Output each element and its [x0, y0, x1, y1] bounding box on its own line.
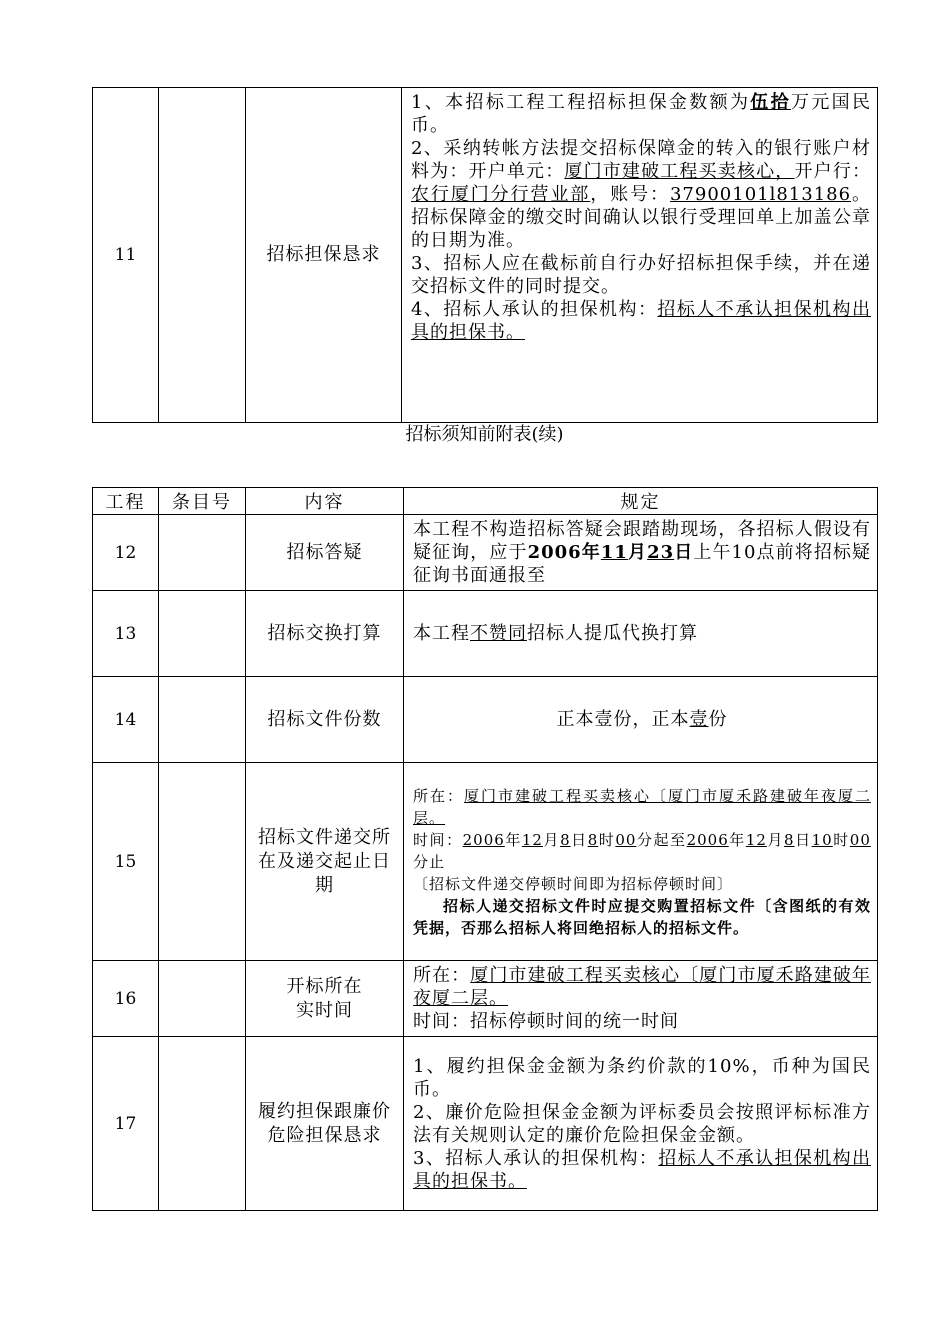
paragraph: 〔招标文件递交停顿时间即为招标停顿时间〕 [413, 874, 734, 893]
text: 分起至 [636, 830, 687, 849]
bank-name: 农行厦门分行营业部 [411, 184, 591, 205]
text: 月 [542, 830, 561, 849]
header-item: 工程 [93, 488, 159, 515]
text: 所在： [413, 786, 464, 805]
table-row [93, 677, 878, 763]
text: 日 [794, 830, 812, 849]
header-row [93, 488, 878, 515]
clause-number [159, 677, 246, 763]
text: 日 [674, 542, 694, 563]
bid-guarantee-table [92, 87, 878, 423]
day: 8 [784, 830, 795, 849]
text: 1、本招标工程工程招标担保金数额为 [411, 92, 751, 113]
text: 2、采纳转帐方法提交招标保障金的转入的银行账户材料为：开户单元： [411, 138, 871, 182]
item-requirement [404, 1037, 878, 1211]
text: 本工程不构造招标答疑会跟踏勘现场，各招标人假设有疑征询，应于 [413, 519, 871, 563]
item-title: 招标文件份数 [246, 677, 404, 763]
header-requirement: 规定 [404, 488, 878, 515]
table-row [93, 763, 878, 961]
item-requirement [404, 961, 878, 1037]
table-row [93, 88, 878, 423]
allowed-flag: 不赞同 [470, 623, 527, 644]
minute: 00 [849, 830, 871, 849]
item-number: 16 [93, 961, 159, 1037]
item-title: 招标文件递交所在及递交起止日期 [246, 763, 404, 961]
guarantor-rule: 招标人不承认担保机构出具的担保书。 [413, 1147, 872, 1192]
item-number: 13 [93, 591, 159, 677]
text: 上午10点前将招标疑征询书面通报至 [413, 542, 872, 586]
month: 12 [521, 830, 543, 849]
copy-count: 壹 [689, 709, 709, 730]
clause-number [159, 515, 246, 591]
item-number: 11 [93, 88, 159, 423]
paragraph: 2、廉价危险担保金金额为评标委员会按照评标标准方法有关规则认定的廉价危险担保金金额。 [413, 1101, 871, 1146]
paragraph [411, 91, 871, 137]
paragraph: 时间：招标停顿时间的统一时间 [413, 1011, 679, 1032]
clause-number [159, 763, 246, 961]
text: 月 [627, 542, 648, 563]
header-clause: 条目号 [159, 488, 246, 515]
header-content: 内容 [246, 488, 404, 515]
item-requirement [404, 591, 878, 677]
account-number: 37900101l813186 [669, 184, 852, 205]
text: 年 [728, 830, 746, 849]
paragraph [411, 298, 871, 344]
text: ，账号： [590, 184, 670, 205]
table-row [93, 515, 878, 591]
text: 所在： [413, 965, 471, 986]
text: 。招标保障金的缴交时间确认以银行受理回单上加盖公章的日期为准。 [411, 184, 871, 251]
day: 23 [647, 542, 675, 563]
location: 厦门市建破工程买卖核心〔厦门市厦禾路建破年夜厦二层。 [413, 965, 872, 1009]
minute: 00 [615, 830, 637, 849]
text: 日 [570, 830, 588, 849]
text: 份 [708, 709, 728, 730]
text: 万元国民币。 [411, 92, 872, 136]
clause-number [159, 1037, 246, 1211]
item-title: 招标答疑 [246, 515, 404, 591]
clause-number [159, 961, 246, 1037]
item-requirement [402, 88, 878, 423]
text: 开户行： [794, 161, 872, 182]
table-row [93, 1037, 878, 1211]
table-caption: 招标须知前附表(续) [405, 424, 564, 445]
month: 11 [600, 542, 628, 563]
text: 月 [766, 830, 784, 849]
month: 12 [745, 830, 767, 849]
guarantor-rule: 招标人不承认担保机构出具的担保书。 [411, 299, 872, 343]
hour: 10 [811, 830, 833, 849]
item-number: 12 [93, 515, 159, 591]
item-title: 招标交换打算 [246, 591, 404, 677]
text: 年 [581, 542, 601, 563]
text: 正本壹份，正本 [556, 709, 690, 730]
clause-number [159, 88, 246, 423]
text: 时 [832, 830, 850, 849]
table-row [93, 961, 878, 1037]
item-requirement [404, 677, 878, 763]
text: 招标人提瓜代换打算 [527, 623, 698, 644]
day: 8 [560, 830, 571, 849]
clause-number [159, 591, 246, 677]
bid-notice-table [92, 487, 878, 1211]
paragraph: 招标人递交招标文件时应提交购置招标文件〔含图纸的有效凭据，否那么招标人将回绝招标人的招标文件。 [413, 896, 871, 937]
amount: 伍拾 [750, 92, 791, 113]
text: 年 [504, 830, 522, 849]
text: 本工程 [413, 623, 470, 644]
item-requirement [404, 515, 878, 591]
year: 2006 [527, 542, 582, 563]
item-title: 履约担保跟廉价危险担保恳求 [246, 1037, 404, 1211]
text: 时 [598, 830, 616, 849]
paragraph: 3、招标人应在截标前自行办好招标担保手续，并在递交招标文件的同时提交。 [411, 253, 871, 297]
item-title: 招标担保恳求 [246, 88, 402, 423]
paragraph [413, 1147, 871, 1193]
paragraph [413, 785, 871, 829]
item-number: 14 [93, 677, 159, 763]
item-title: 开标所在实时间 [246, 961, 404, 1037]
text: 时间： [413, 830, 463, 849]
paragraph: 1、履约担保金金额为条约价款的10%，币种为国民币。 [413, 1055, 871, 1100]
text: 分止 [413, 852, 446, 871]
paragraph [413, 964, 871, 1010]
item-number: 17 [93, 1037, 159, 1211]
text: 4、招标人承认的担保机构： [411, 299, 658, 320]
location: 厦门市建破工程买卖核心〔厦门市厦禾路建破年夜厦二层。 [413, 786, 871, 827]
year: 2006 [686, 830, 729, 849]
year: 2006 [462, 830, 505, 849]
item-requirement [404, 763, 878, 961]
item-number: 15 [93, 763, 159, 961]
account-holder: 厦门市建破工程买卖核心， [564, 161, 795, 182]
hour: 8 [587, 830, 599, 849]
table-row [93, 591, 878, 677]
paragraph [411, 137, 871, 252]
paragraph [413, 829, 871, 873]
text: 3、招标人承认的担保机构： [413, 1147, 659, 1169]
